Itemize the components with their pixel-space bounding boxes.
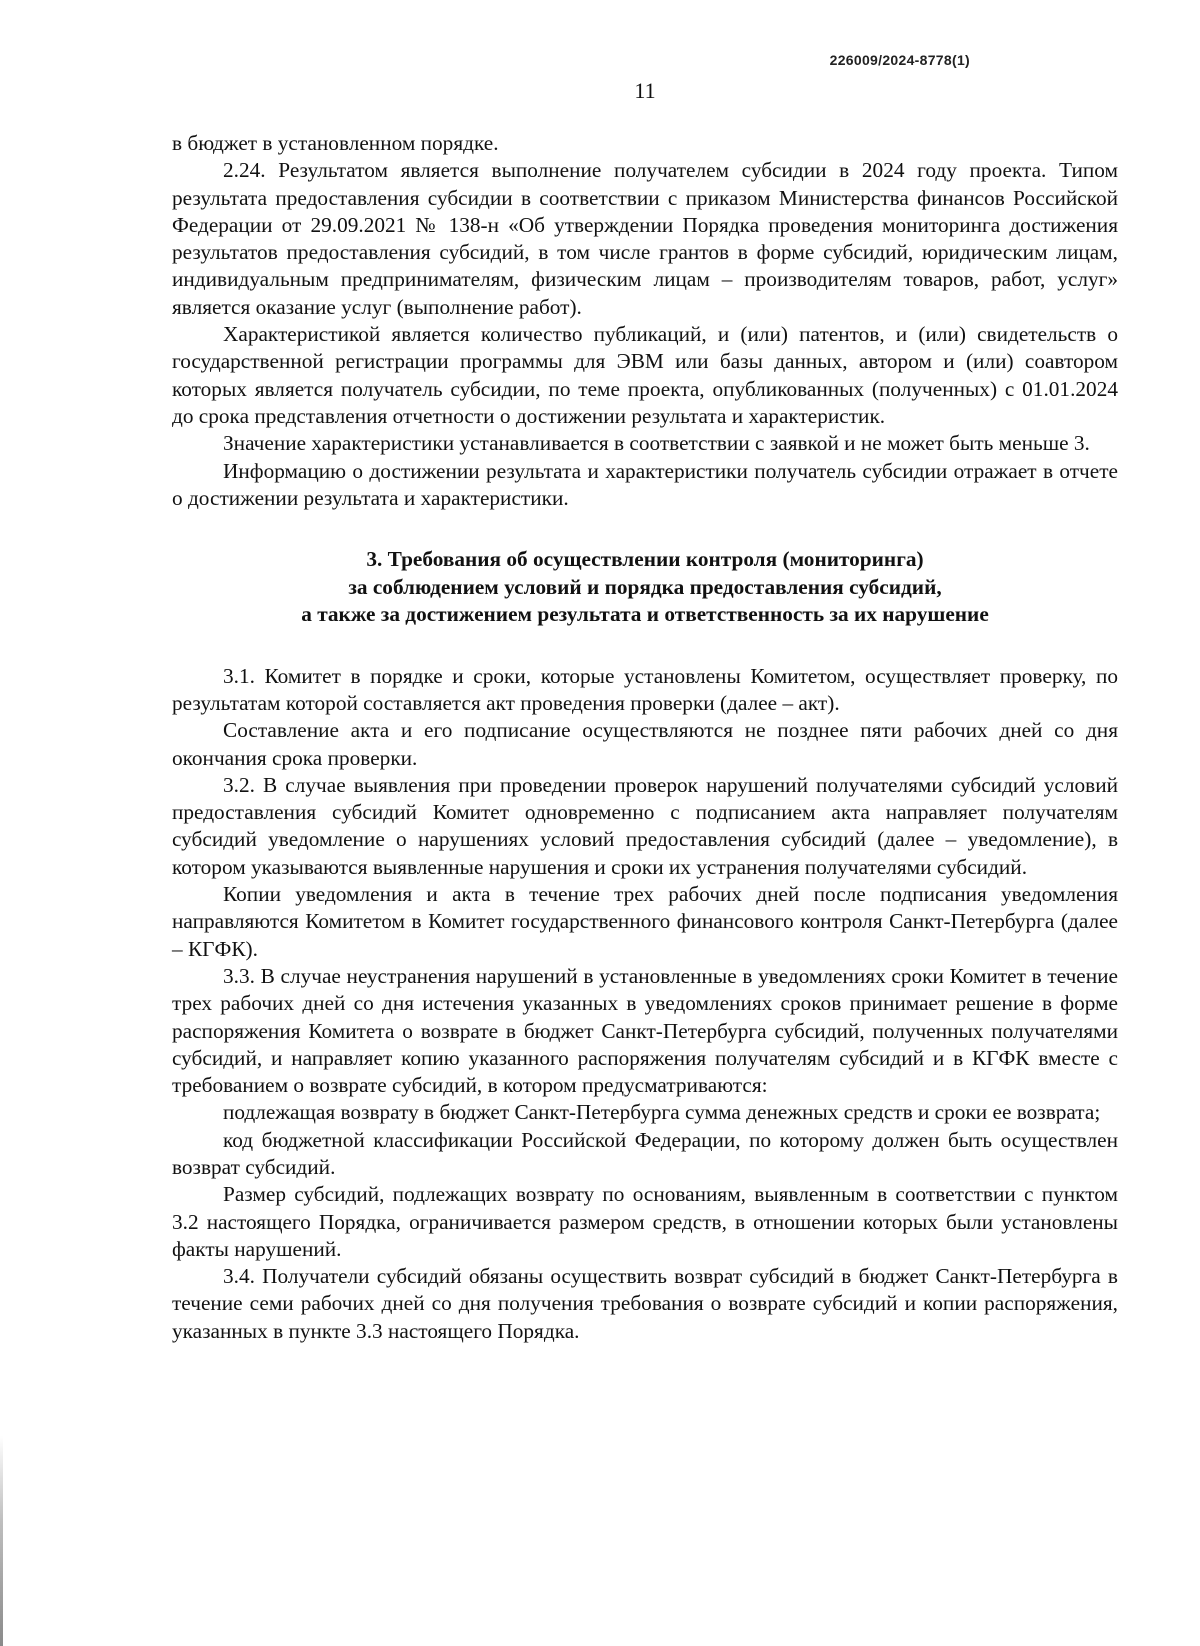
section-heading-line: за соблюдением условий и порядка предоставления субсидий,: [348, 574, 942, 599]
paragraph-act-signing: Составление акта и его подписание осуществляются не позднее пяти рабочих дней со дня окончания срока проверки.: [172, 718, 1118, 770]
paragraph-3-1: 3.1. Комитет в порядке и сроки, которые установлены Комитетом, осуществляет проверку, по результатам которой составляется акт проведения проверки (далее – акт).: [172, 663, 1118, 715]
paragraph-budget-code: код бюджетной классификации Российской Федерации, по которому должен быть осуществлен возврат субсидий.: [172, 1127, 1118, 1179]
document-body: [172, 130, 1118, 1345]
paragraph-characteristic-value: Значение характеристики устанавливается в соответствии с заявкой и не может быть меньше 3.: [223, 431, 1090, 456]
paragraph-notice-copies: Копии уведомления и акта в течение трех рабочих дней после подписания уведомления направляются Комитетом в Комитет государственного финансового контроля Санкт-Петербурга (далее – КГФК).: [172, 882, 1118, 961]
document-registration-number: 226009/2024-8778(1): [829, 52, 970, 68]
section-heading-line: а также за достижением результата и ответственность за их нарушение: [301, 602, 989, 627]
paragraph-continuation: в бюджет в установленном порядке.: [172, 131, 499, 155]
paragraph-3-2: 3.2. В случае выявления при проведении проверок нарушений получателями субсидий условий предоставления субсидий Комитет одновременно с подписанием акта направляет получателям субсидий уведомление о нарушениях условий предоставления субсидий (далее – уведомление), в котором указываются выявленные нарушения и сроки их устранения получателями субсидий.: [172, 772, 1118, 879]
paragraph-3-3: 3.3. В случае неустранения нарушений в установленные в уведомлениях сроки Комитет в течение трех рабочих дней со дня истечения указанных в уведомлениях сроков принимает решение в форме распоряжения Комитета о возврате в бюджет Санкт-Петербурга субсидий, полученных получателями субсидий, и направляет копию указанного распоряжения получателям субсидий и в КГФК вместе с требованием о возврате субсидий, в котором предусматриваются:: [172, 963, 1118, 1098]
paragraph-characteristic: Характеристикой является количество публикаций, и (или) патентов, и (или) свидетельств о государственной регистрации программы для ЭВМ или базы данных, автором и (или) соавтором которых является получатель субсидии, по теме проекта, опубликованных (полученных) с 01.01.2024 до срока представления отчетности о достижении результата и характеристик.: [172, 322, 1118, 428]
page-number: 11: [634, 78, 656, 103]
paragraph-subsidy-size: Размер субсидий, подлежащих возврату по основаниям, выявленным в соответствии с пунктом 3.2 настоящего Порядка, ограничивается размером средств, в отношении которых были установлены факты нарушений.: [172, 1182, 1118, 1261]
paragraph-return-amount: подлежащая возврату в бюджет Санкт-Петербурга сумма денежных средств и сроки ее возврата;: [223, 1100, 1101, 1125]
section-3-heading: [172, 546, 1118, 629]
scan-edge-mark: [0, 1436, 3, 1646]
section-heading-line: 3. Требования об осуществлении контроля (мониторинга): [366, 547, 924, 572]
paragraph-2-24: 2.24. Результатом является выполнение получателем субсидии в 2024 году проекта. Типом результата предоставления субсидии в соответствии с приказом Министерства финансов Российской Федерации от 29.09.2021 № 138-н «Об утверждении Порядка проведения мониторинга достижения результатов предоставления субсидий, в том числе грантов в форме субсидий, юридическим лицам, индивидуальным предпринимателям, физическим лицам – производителям товаров, работ, услуг» является оказание услуг (выполнение работ).: [172, 158, 1118, 319]
paragraph-3-4: 3.4. Получатели субсидий обязаны осуществить возврат субсидий в бюджет Санкт-Петербурга в течение семи рабочих дней со дня получения требования о возврате субсидий и копии распоряжения, указанных в пункте 3.3 настоящего Порядка.: [172, 1264, 1118, 1343]
paragraph-report-info: Информацию о достижении результата и характеристики получатель субсидии отражает в отчете о достижении результата и характеристики.: [172, 458, 1118, 510]
